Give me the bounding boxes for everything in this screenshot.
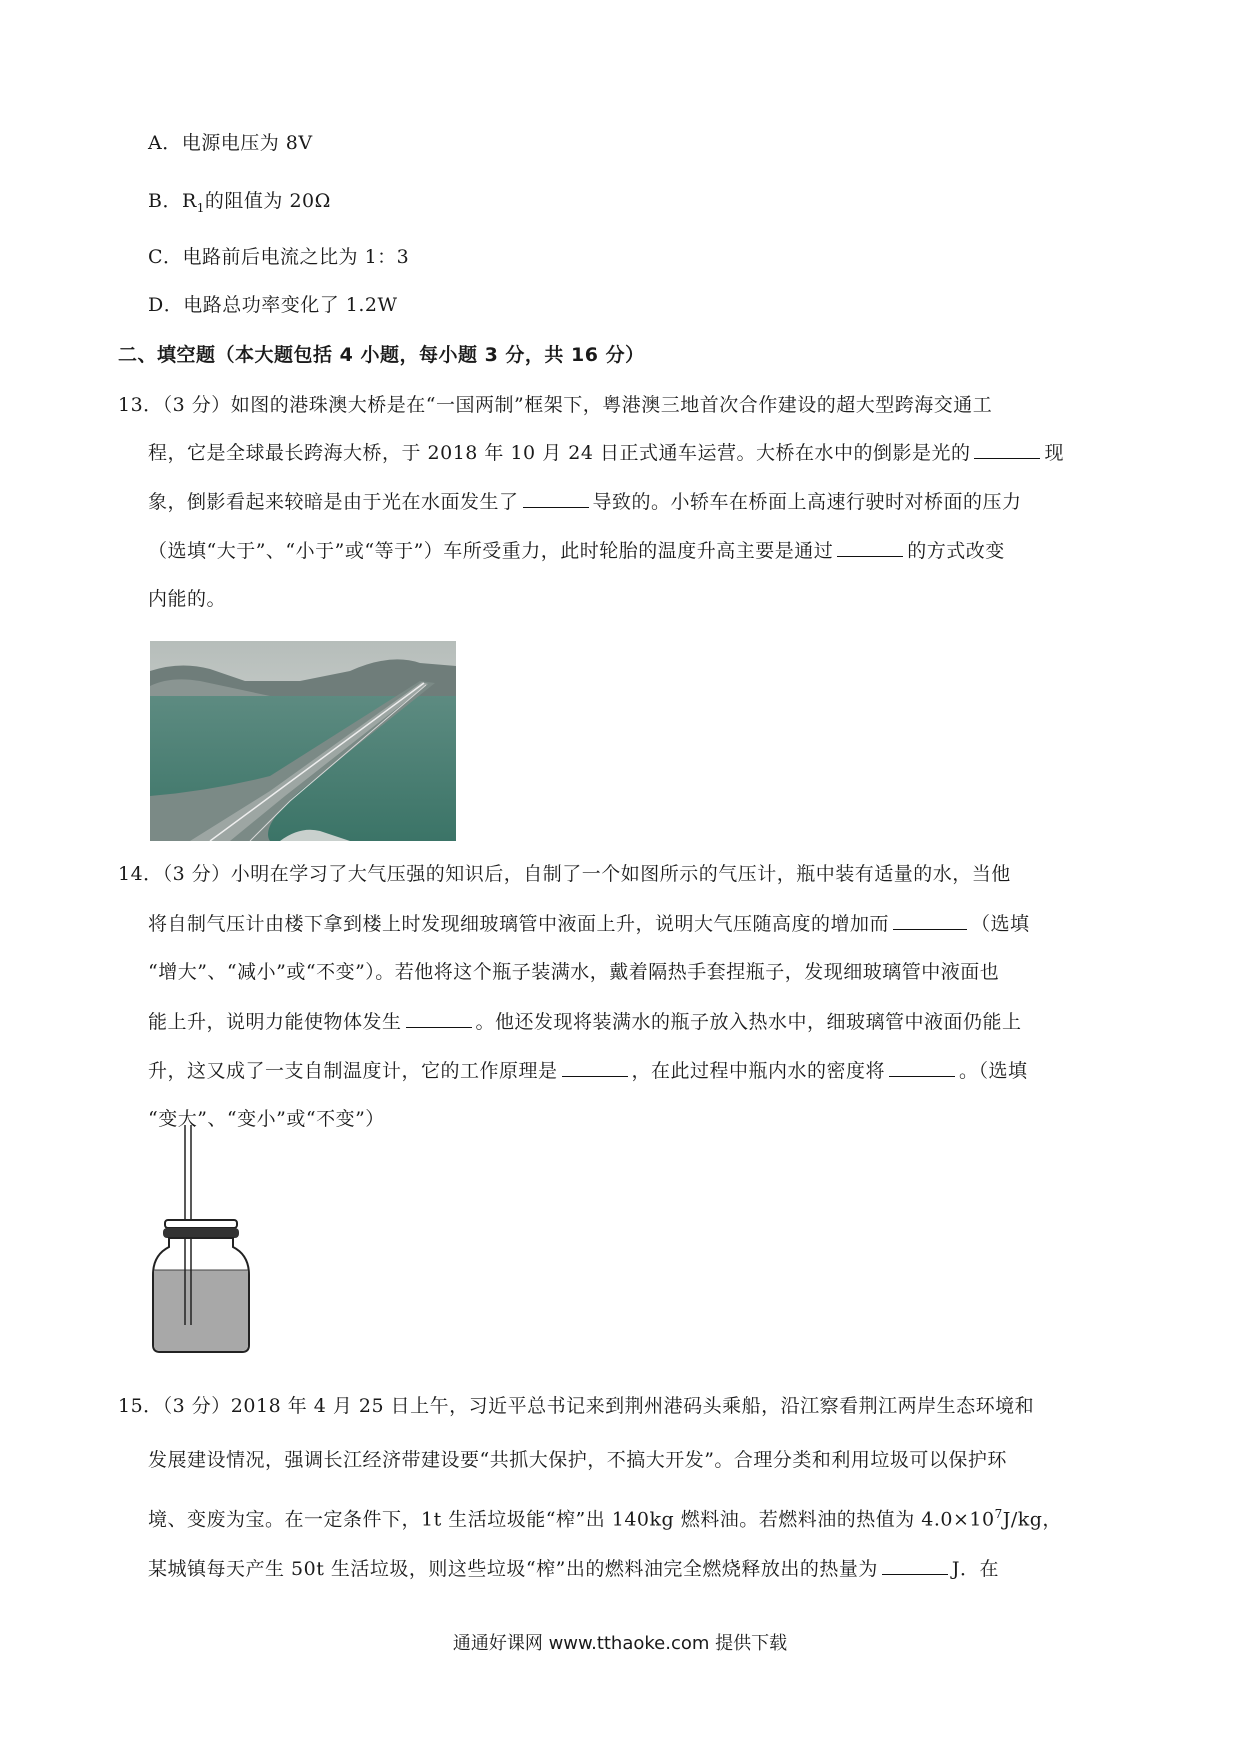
answer-blank[interactable] — [893, 911, 967, 930]
answer-blank[interactable] — [406, 1009, 472, 1028]
q15-line-3-unit: J/kg， — [1002, 1508, 1062, 1531]
q13-line-2-text: 程，它是全球最长跨海大桥，于 2018 年 10 月 24 日正式通车运营。大桥在水中的倒影是光的 — [148, 442, 971, 464]
q14-line-5-tail: 。（选填 — [959, 1060, 1028, 1082]
answer-blank[interactable] — [974, 440, 1040, 459]
q14-line-1: 14．（3 分）小明在学习了大气压强的知识后，自制了一个如图所示的气压计，瓶中装有适量的水，当他 — [118, 863, 1011, 885]
q13-line-4-tail: 的方式改变 — [907, 540, 1005, 562]
q15-line-1: 15．（3 分）2018 年 4 月 25 日上午，习近平总书记来到荆州港码头乘船，沿江察看荆江两岸生态环境和 — [118, 1395, 1035, 1417]
q13-line-4 — [148, 538, 1005, 563]
q14-line-4-tail: 。他还发现将装满水的瓶子放入热水中，细玻璃管中液面仍能上 — [475, 1011, 1022, 1033]
q15-exponent: 7 — [994, 1507, 1003, 1521]
q15-line-2: 发展建设情况，强调长江经济带建设要“共抓大保护，不搞大开发”。合理分类和利用垃圾可以保护环 — [148, 1449, 1007, 1471]
q14-line-5-text: 升，这又成了一支自制温度计，它的工作原理是 — [148, 1060, 558, 1082]
bridge-photo — [150, 641, 456, 841]
q13-line-3-text: 象，倒影看起来较暗是由于光在水面发生了 — [148, 491, 519, 513]
q15-line-4 — [148, 1556, 999, 1581]
q13-line-2-tail: 现 — [1044, 442, 1064, 464]
q14-line-4 — [148, 1009, 1022, 1034]
q14-line-3: “增大”、“减小”或“不变”）。若他将这个瓶子装满水，戴着隔热手套捏瓶子，发现细玻璃管中液面也 — [148, 961, 1000, 983]
q15-line-4-tail: J．在 — [951, 1558, 999, 1580]
answer-blank[interactable] — [889, 1058, 955, 1077]
answer-blank[interactable] — [837, 538, 903, 557]
option-d: D．电路总功率变化了 1.2W — [148, 294, 398, 316]
q14-line-5 — [148, 1058, 1028, 1083]
q14-line-6: “变大”、“变小”或“不变”） — [148, 1108, 385, 1130]
q13-line-1: 13．（3 分）如图的港珠澳大桥是在“一国两制”框架下，粤港澳三地首次合作建设的超大型跨海交通工 — [118, 394, 993, 416]
option-c: C．电路前后电流之比为 1：3 — [148, 246, 410, 268]
q14-line-2-tail: （选填 — [971, 913, 1030, 935]
answer-blank[interactable] — [523, 489, 589, 508]
answer-blank[interactable] — [882, 1556, 948, 1575]
page-footer: 通通好课网 www.tthaoke.com 提供下载 — [452, 1633, 788, 1654]
q13-line-3 — [148, 489, 1022, 514]
answer-blank[interactable] — [562, 1058, 628, 1077]
option-b-prefix: B．R — [148, 190, 197, 212]
q14-line-2-text: 将自制气压计由楼下拿到楼上时发现细玻璃管中液面上升，说明大气压随高度的增加而 — [148, 913, 890, 935]
q14-line-4-text: 能上升，说明力能使物体发生 — [148, 1011, 402, 1033]
q13-line-5: 内能的。 — [148, 588, 227, 610]
option-a: A．电源电压为 8V — [148, 132, 313, 154]
q13-line-3-tail: 导致的。小轿车在桥面上高速行驶时对桥面的压力 — [592, 491, 1022, 513]
option-b — [148, 189, 331, 220]
q13-line-2 — [148, 440, 1064, 465]
q14-line-5-middle: ，在此过程中瓶内水的密度将 — [631, 1060, 886, 1082]
q15-line-3-text: 境、变废为宝。在一定条件下，1t 生活垃圾能“榨”出 140kg 燃料油。若燃料油的热值为 4.0×10 — [148, 1508, 995, 1531]
section-title: 二、填空题（本大题包括 4 小题，每小题 3 分，共 16 分） — [118, 344, 645, 366]
q13-line-4-text: （选填“大于”、“小于”或“等于”）车所受重力，此时轮胎的温度升高主要是通过 — [148, 540, 834, 562]
q14-line-2 — [148, 911, 1030, 936]
option-b-text: 的阻值为 20Ω — [204, 190, 331, 212]
barometer-bottle-diagram — [145, 1125, 255, 1355]
q15-line-4-text: 某城镇每天产生 50t 生活垃圾，则这些垃圾“榨”出的燃料油完全燃烧释放出的热量为 — [148, 1558, 878, 1580]
option-b-subscript: 1 — [196, 200, 205, 215]
q15-line-3 — [148, 1502, 1062, 1531]
